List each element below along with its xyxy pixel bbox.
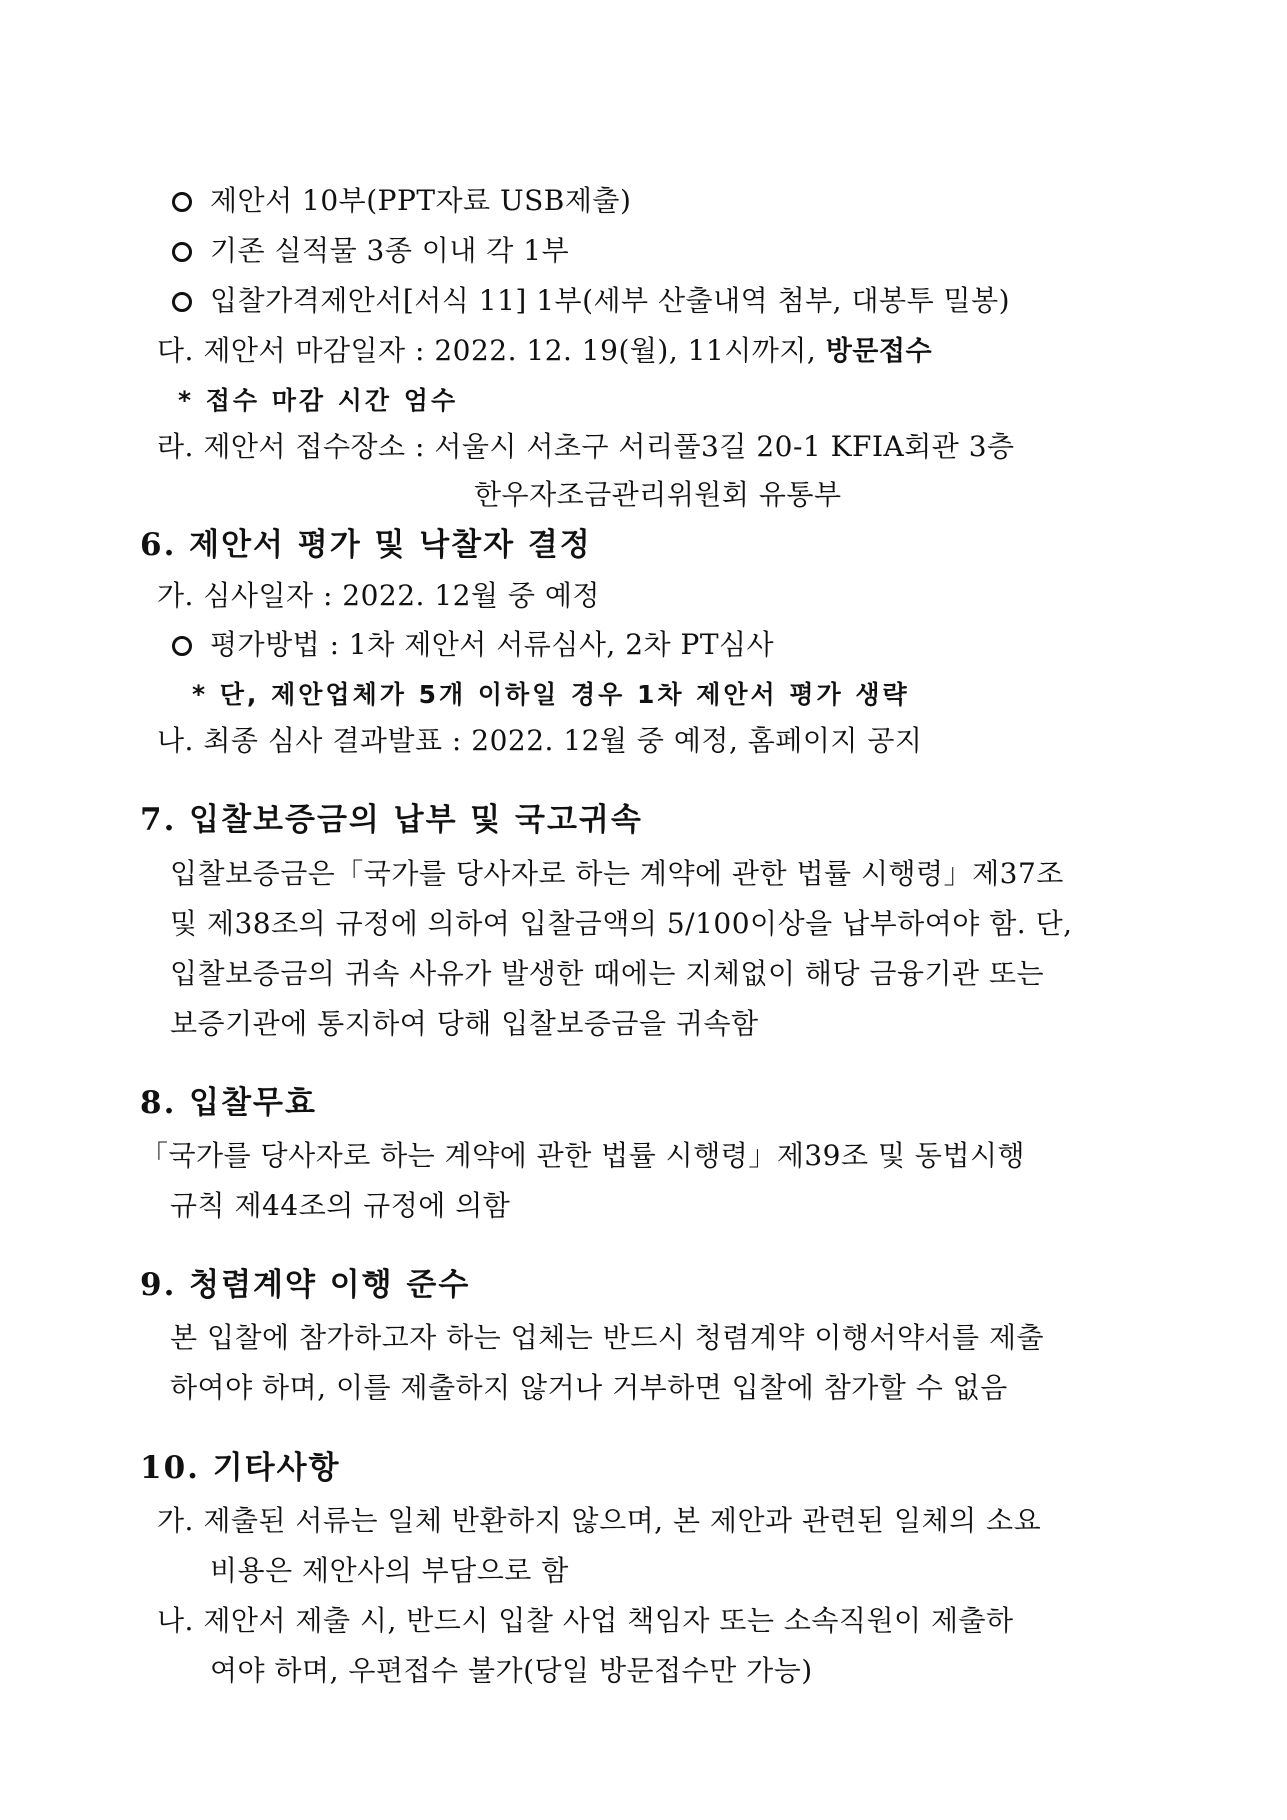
paragraph-line: 및 제38조의 규정에 의하여 입찰금액의 5/100이상을 납부하여야 함. 단,	[170, 907, 1073, 940]
evaluation-note: * 단, 제안업체가 5개 이하일 경우 1차 제안서 평가 생략	[192, 680, 910, 709]
paragraph-line: 여야 하며, 우편접수 불가(당일 방문접수만 가능)	[210, 1654, 813, 1687]
place-line: 라. 제안서 접수장소 : 서울시 서초구 서리풀3길 20-1 KFIA회관 3층	[157, 430, 1015, 463]
bullet-text: 평가방법 : 1차 제안서 서류심사, 2차 PT심사	[210, 628, 775, 661]
section-heading: 10. 기타사항	[140, 1450, 341, 1486]
deadline-line	[157, 333, 932, 370]
circle-bullet-icon	[172, 242, 192, 262]
paragraph-line: 입찰보증금의 귀속 사유가 발생한 때에는 지체없이 해당 금융기관 또는	[170, 957, 1045, 990]
bullet-text: 기존 실적물 3종 이내 각 1부	[210, 234, 570, 267]
deadline-emphasis: 방문접수	[825, 336, 933, 367]
bullet-item	[172, 627, 774, 663]
section-heading: 9. 청렴계약 이행 준수	[140, 1267, 471, 1303]
paragraph-line: 가. 제출된 서류는 일체 반환하지 않으며, 본 제안과 관련된 일체의 소요	[157, 1504, 1042, 1537]
paragraph-line: 보증기관에 통지하여 당해 입찰보증금을 귀속함	[170, 1007, 759, 1040]
circle-bullet-icon	[172, 192, 192, 212]
deadline-note: * 접수 마감 시간 엄수	[178, 386, 459, 415]
paragraph-line: 본 입찰에 참가하고자 하는 업체는 반드시 청렴계약 이행서약서를 제출	[170, 1321, 1045, 1354]
section-heading: 7. 입찰보증금의 납부 및 국고귀속	[140, 802, 643, 838]
circle-bullet-icon	[172, 636, 192, 656]
circle-bullet-icon	[172, 292, 192, 312]
paragraph-line: 비용은 제안사의 부담으로 함	[210, 1554, 569, 1587]
deadline-text: 다. 제안서 마감일자 : 2022. 12. 19(월), 11시까지,	[157, 334, 826, 367]
bullet-item	[172, 283, 1010, 319]
bullet-text: 제안서 10부(PPT자료 USB제출)	[210, 184, 632, 217]
paragraph-line: 규칙 제44조의 규정에 의함	[170, 1189, 511, 1222]
review-date: 가. 심사일자 : 2022. 12월 중 예정	[157, 579, 600, 612]
result-announcement: 나. 최종 심사 결과발표 : 2022. 12월 중 예정, 홈페이지 공지	[157, 724, 923, 757]
place-line-continued: 한우자조금관리위원회 유통부	[474, 478, 842, 511]
section-heading: 6. 제안서 평가 및 낙찰자 결정	[140, 527, 592, 563]
paragraph-line: 「국가를 당사자로 하는 계약에 관한 법률 시행령」제39조 및 동법시행	[140, 1139, 1026, 1172]
paragraph-line: 하여야 하며, 이를 제출하지 않거나 거부하면 입찰에 참가할 수 없음	[170, 1371, 1008, 1404]
bullet-item	[172, 233, 569, 269]
section-heading: 8. 입찰무효	[140, 1085, 317, 1121]
bullet-text: 입찰가격제안서[서식 11] 1부(세부 산출내역 첨부, 대봉투 밀봉)	[210, 284, 1011, 317]
paragraph-line: 입찰보증금은「국가를 당사자로 하는 계약에 관한 법률 시행령」제37조	[170, 857, 1064, 890]
paragraph-line: 나. 제안서 제출 시, 반드시 입찰 사업 책임자 또는 소속직원이 제출하	[157, 1604, 1014, 1637]
bullet-item	[172, 183, 631, 219]
